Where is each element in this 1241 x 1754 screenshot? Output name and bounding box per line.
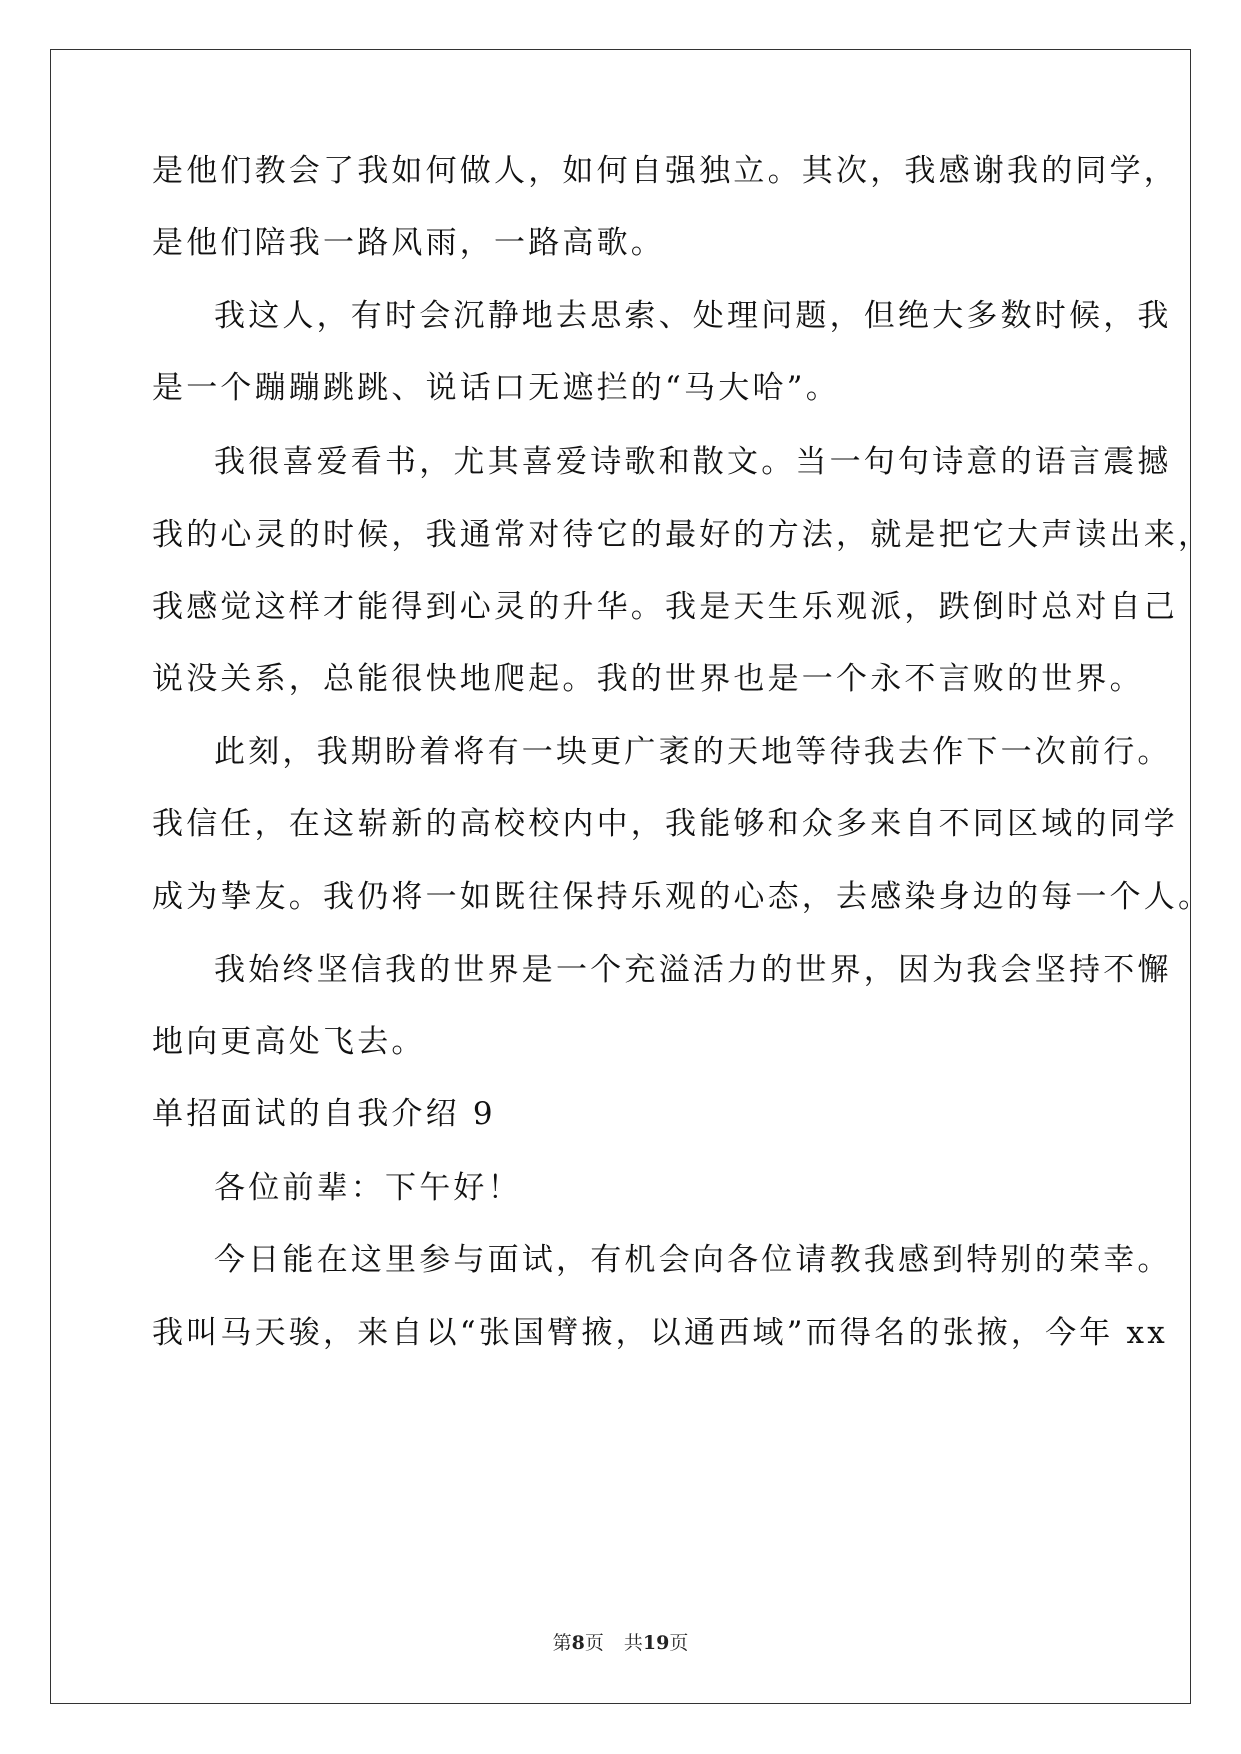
page-footer bbox=[0, 1631, 1241, 1655]
paragraph-line: 我的心灵的时候，我通常对待它的最好的方法，就是把它大声读出来， bbox=[152, 517, 1213, 553]
page-suffix: 页 bbox=[584, 1632, 604, 1654]
paragraph-line: 今日能在这里参与面试，有机会向各位请教我感到特别的荣幸。 bbox=[214, 1242, 1172, 1278]
paragraph-line: 是他们教会了我如何做人，如何自强独立。其次，我感谢我的同学， bbox=[152, 153, 1178, 189]
greeting-line: 各位前辈：下午好！ bbox=[214, 1170, 522, 1206]
page-number: 8 bbox=[571, 1632, 585, 1654]
paragraph-line: 我很喜爱看书，尤其喜爱诗歌和散文。当一句句诗意的语言震撼 bbox=[214, 444, 1172, 480]
paragraph-line: 我感觉这样才能得到心灵的升华。我是天生乐观派，跌倒时总对自己 bbox=[152, 589, 1178, 625]
total-suffix: 页 bbox=[669, 1632, 689, 1654]
paragraph-line: 我这人，有时会沉静地去思索、处理问题，但绝大多数时候，我 bbox=[214, 298, 1172, 334]
paragraph-line: 成为挚友。我仍将一如既往保持乐观的心态，去感染身边的每一个人。 bbox=[152, 879, 1213, 915]
paragraph-line: 我始终坚信我的世界是一个充溢活力的世界，因为我会坚持不懈 bbox=[214, 952, 1172, 988]
paragraph-line: 我信任，在这崭新的高校校内中，我能够和众多来自不同区域的同学 bbox=[152, 806, 1178, 842]
paragraph-line: 是他们陪我一路风雨，一路高歌。 bbox=[152, 225, 665, 261]
total-pages: 19 bbox=[642, 1632, 670, 1654]
total-prefix: 共 bbox=[623, 1632, 643, 1654]
paragraph-line: 地向更高处飞去。 bbox=[152, 1024, 426, 1060]
paragraph-line: 是一个蹦蹦跳跳、说话口无遮拦的“马大哈”。 bbox=[152, 370, 840, 406]
paragraph-line: 此刻，我期盼着将有一块更广袤的天地等待我去作下一次前行。 bbox=[214, 734, 1172, 770]
section-heading: 单招面试的自我介绍 9 bbox=[152, 1096, 496, 1132]
page-prefix: 第 bbox=[552, 1632, 572, 1654]
paragraph-line: 我叫马天骏，来自以“张国臂掖，以通西域”而得名的张掖，今年 xx bbox=[152, 1315, 1168, 1351]
paragraph-line: 说没关系，总能很快地爬起。我的世界也是一个永不言败的世界。 bbox=[152, 661, 1144, 697]
